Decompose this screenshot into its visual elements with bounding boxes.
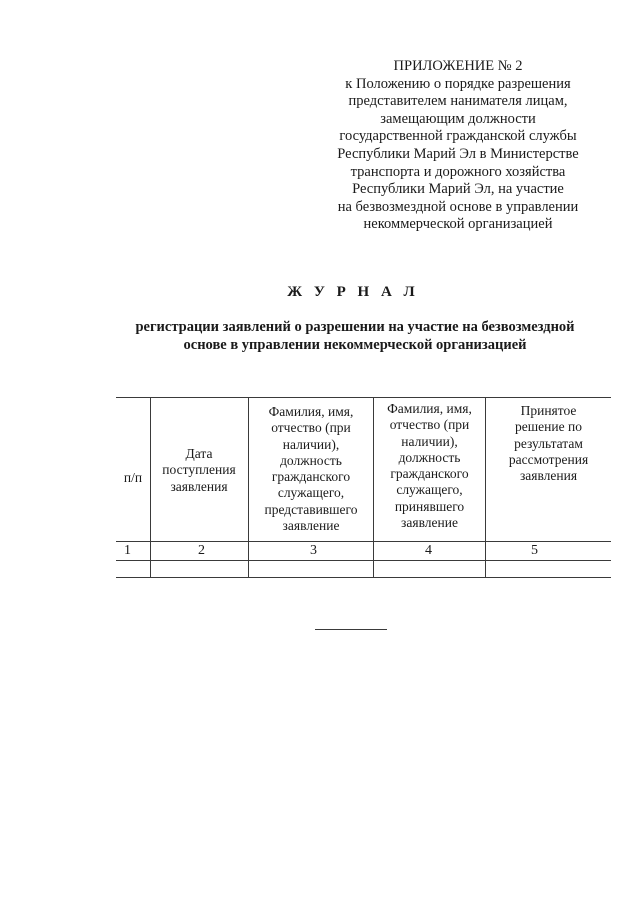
appendix-line: некоммерческой организацией	[363, 216, 553, 233]
header-line: заявление	[282, 518, 340, 534]
column-number: 2	[198, 543, 205, 558]
header-receiver	[374, 401, 485, 531]
appendix-heading: ПРИЛОЖЕНИЕ № 2	[393, 58, 523, 74]
appendix-line: Республики Марий Эл в Министерстве	[337, 145, 579, 162]
journal-subtitle	[100, 318, 610, 354]
header-line: гражданского	[390, 466, 469, 482]
header-line: п/п	[123, 470, 143, 485]
header-line: поступления	[162, 462, 236, 478]
appendix-line: государственной гражданской службы	[339, 128, 577, 145]
header-date	[150, 446, 248, 495]
header-line: служащего,	[396, 482, 463, 498]
header-line: принявшего	[394, 498, 465, 514]
header-line: гражданского	[271, 469, 351, 485]
header-line: должность	[398, 449, 461, 465]
appendix-block	[318, 58, 598, 234]
subtitle-line: регистрации заявлений о разрешении на участие на безвозмездной	[135, 319, 575, 335]
header-decision	[486, 403, 611, 484]
journal-title: Ж У Р Н А Л	[287, 284, 419, 300]
header-line: Фамилия, имя,	[387, 401, 472, 416]
appendix-line: на безвозмездной основе в управлении	[337, 198, 579, 215]
header-number	[116, 470, 150, 486]
table-top-border	[116, 397, 611, 398]
table-bottom-border	[116, 577, 611, 578]
header-line: наличии),	[401, 433, 458, 449]
closing-rule	[315, 629, 387, 630]
header-line: наличии),	[282, 436, 340, 452]
header-line: служащего,	[277, 485, 345, 501]
header-line: результатам	[514, 435, 583, 451]
header-line: рассмотрения	[508, 451, 589, 467]
column-number: 5	[531, 543, 538, 558]
header-line: Принятое	[520, 403, 577, 418]
appendix-line: Республики Марий Эл, на участие	[352, 181, 564, 198]
header-line: решение по	[515, 419, 582, 435]
header-line: Дата	[185, 446, 213, 461]
header-submitter	[249, 404, 373, 534]
table-header-border	[116, 541, 611, 542]
header-line: заявления	[170, 478, 228, 494]
header-line: заявления	[519, 468, 578, 484]
appendix-line: транспорта и дорожного хозяйства	[350, 163, 566, 180]
header-line: заявление	[401, 515, 458, 531]
header-line: представившего	[264, 501, 358, 517]
column-number: 3	[310, 543, 317, 558]
header-line: отчество (при	[389, 417, 470, 433]
column-number: 1	[124, 543, 131, 558]
subtitle-line: основе в управлении некоммерческой организацией	[183, 337, 527, 353]
header-line: Фамилия, имя,	[268, 404, 354, 419]
column-number: 4	[425, 543, 432, 558]
header-line: отчество (при	[271, 420, 351, 436]
appendix-line: замещающим должности	[380, 110, 536, 127]
appendix-line: представителем нанимателя лицам,	[348, 93, 568, 110]
appendix-line: к Положению о порядке разрешения	[345, 75, 571, 92]
table-number-row-border	[116, 560, 611, 561]
header-line: должность	[280, 452, 342, 468]
